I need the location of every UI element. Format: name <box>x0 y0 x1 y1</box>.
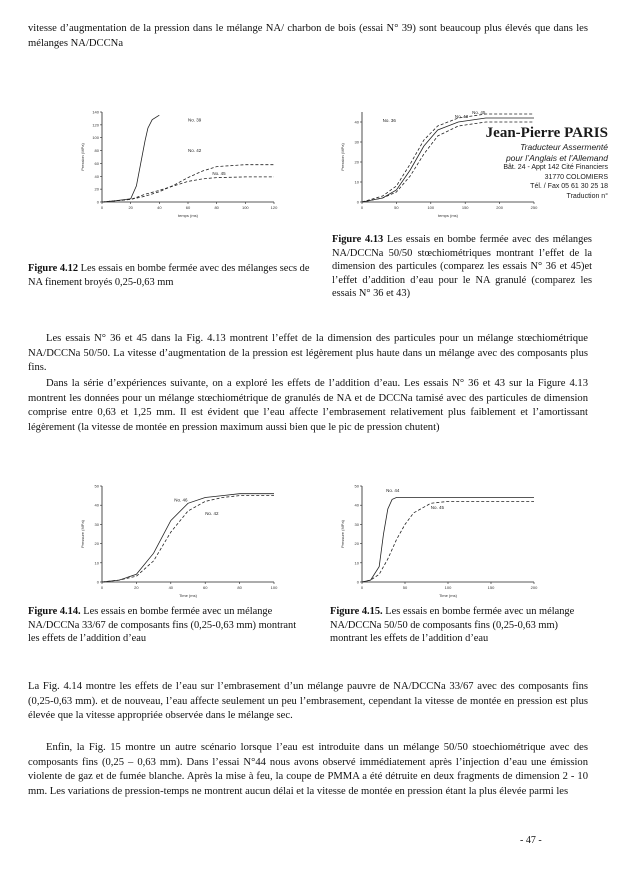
x-tick-label: 150 <box>487 585 495 590</box>
y-tick-label: 0 <box>356 579 359 585</box>
y-tick-label: 20 <box>354 159 359 165</box>
y-tick-label: 10 <box>354 560 359 566</box>
x-tick-label: 0 <box>360 205 364 210</box>
stamp-line-4: 31770 COLOMIERS <box>544 173 608 181</box>
stamp-line-3: Bât. 24 - Appt 142 Cité Financiers <box>503 164 608 171</box>
x-tick-label: 50 <box>402 585 408 590</box>
stamp-line-6: Traduction n° <box>566 192 608 200</box>
figure-4-14-caption <box>28 605 310 646</box>
series-line <box>102 177 274 202</box>
y-tick-label: 40 <box>94 502 99 508</box>
x-tick-label: 80 <box>214 205 219 210</box>
body-paragraph-3: La Fig. 4.14 montre les effets de l’eau sur l’embrasement d’un mélange pauvre de NA/DCCNa 33/67 avec des composants fins (0,25-0,63 mm). et de nouveau, l’eau affecte seulement un peu l’embrasement, cependant la vitesse de montée en pression est plus élevée que la vitesse appropriée observée dans le mélange sec. <box>28 681 588 722</box>
y-axis-label: Pression (MPa) <box>80 143 85 171</box>
x-axis-label: temps (ms) <box>438 213 458 218</box>
figure-4-13-label: Figure 4.13 <box>332 234 384 245</box>
figure-4-14-chart <box>76 478 286 600</box>
x-axis-label: temps (ms) <box>178 213 198 218</box>
body-paragraph-4: Enfin, la Fig. 15 montre un autre scénario lorsque l’eau est introduite dans un mélange 50/50 stoechiométrique avec des composants fins (0,25 – 0,63 mm). Dans l’essai N°44 nous avons observé immédiatement après l’injection d’eau une émission violente de gaz et de fumée blanche. Après la mise à feu, la coupe de PMMA a été détruite en deux fragments de dimension 2 - 10 mm. Les variations de pression-temps ne montrent aucun délai et la vitesse de montée en pression étant la plus élevée parmi les <box>28 742 588 797</box>
y-tick-label: 40 <box>354 119 359 125</box>
x-tick-label: 20 <box>128 205 133 210</box>
y-tick-label: 100 <box>92 135 99 141</box>
x-tick-label: 100 <box>427 205 435 210</box>
y-tick-label: 120 <box>92 122 99 128</box>
figure-4-12-caption <box>28 262 320 289</box>
series-label: No. 45 <box>430 505 445 511</box>
figure-4-12-text: Les essais en bombe fermée avec des mélanges secs de NA finement broyés 0,25-0,63 mm <box>28 263 310 288</box>
y-axis-label: Pression (MPa) <box>340 143 345 171</box>
intro-paragraph: vitesse d’augmentation de la pression dans le mélange NA/ charbon de bois (essai N° 39) sont beaucoup plus élevés que dans les mélanges NA/DCCNa <box>28 23 588 49</box>
figure-4-15-chart <box>336 478 546 600</box>
series-line <box>102 165 274 202</box>
series-line <box>102 115 159 202</box>
series-line <box>102 494 274 582</box>
x-tick-label: 100 <box>270 585 278 590</box>
x-tick-label: 0 <box>100 205 104 210</box>
series-label: No. 42 <box>188 147 202 153</box>
y-tick-label: 50 <box>354 483 359 489</box>
figure-4-13-caption <box>332 233 592 301</box>
figure-4-15-caption <box>330 605 592 646</box>
x-tick-label: 150 <box>461 205 469 210</box>
y-axis-label: Pressure (MPa) <box>80 519 85 549</box>
x-tick-label: 0 <box>100 585 104 590</box>
figure-4-15-text: Les essais en bombe fermée avec un mélange NA/DCCNa 50/50 de composants fins (0,25-0,63 mm) montrant les effets de l’addition d’eau <box>330 606 575 645</box>
y-tick-label: 20 <box>94 541 99 547</box>
series-line <box>362 498 534 583</box>
series-label: No. 45 <box>472 110 486 115</box>
figure-4-15-label: Figure 4.15. <box>330 606 383 617</box>
figure-4-12-svg <box>76 104 286 220</box>
y-tick-label: 30 <box>354 139 359 145</box>
x-tick-label: 60 <box>202 585 208 590</box>
y-tick-label: 0 <box>96 579 99 585</box>
x-tick-label: 200 <box>530 585 538 590</box>
x-tick-label: 40 <box>157 205 162 210</box>
y-tick-label: 0 <box>356 199 359 205</box>
x-tick-label: 100 <box>241 205 249 210</box>
series-label: No. 36 <box>382 118 396 123</box>
x-tick-label: 50 <box>394 205 399 210</box>
x-tick-label: 250 <box>530 205 538 210</box>
y-tick-label: 0 <box>96 199 99 205</box>
y-tick-label: 50 <box>94 483 99 489</box>
y-tick-label: 10 <box>94 560 99 566</box>
y-tick-label: 30 <box>94 521 99 527</box>
figure-4-13-text: Les essais en bombe fermée avec des mélanges NA/DCCNa 50/50 stœchiométriques montrant l’effet de la dimension des particules (comparez les essais N° 36 et 45)et l’effet d’addition d’eau pour le NA granulé (comparez les essais N° 36 et 43) <box>332 234 592 300</box>
x-axis-label: Time (ms) <box>439 593 457 598</box>
series-label: No. 39 <box>188 117 202 123</box>
y-tick-label: 40 <box>94 173 99 179</box>
figure-4-14-text: Les essais en bombe fermée avec un mélange NA/DCCNa 33/67 de composants fins (0,25-0,63 mm) montrant les effets de l’addition d’eau <box>28 606 297 645</box>
stamp-line-2: pour l’Anglais et l’Allemand <box>505 152 608 163</box>
y-tick-label: 80 <box>94 148 99 154</box>
x-tick-label: 120 <box>270 205 278 210</box>
y-tick-label: 40 <box>354 502 359 508</box>
x-tick-label: 200 <box>496 205 503 210</box>
figure-4-14-label: Figure 4.14. <box>28 606 81 617</box>
stamp-line-1: Traducteur Assermenté <box>520 142 608 152</box>
series-label: No. 43 <box>454 114 469 119</box>
y-tick-label: 30 <box>354 521 359 527</box>
y-tick-label: 60 <box>94 160 99 166</box>
page-number: - 47 - <box>520 835 542 846</box>
x-tick-label: 40 <box>168 585 174 590</box>
y-tick-label: 20 <box>94 186 99 192</box>
stamp-name: Jean-Pierre PARIS <box>485 125 608 141</box>
figure-4-15-svg <box>336 478 546 600</box>
series-line <box>102 496 274 582</box>
figure-4-12-label: Figure 4.12 <box>28 263 79 274</box>
figure-4-12-chart <box>76 104 286 220</box>
series-label: No. 42 <box>205 510 219 516</box>
x-tick-label: 20 <box>134 585 139 590</box>
x-tick-label: 80 <box>237 585 242 590</box>
translator-stamp <box>424 124 608 220</box>
x-tick-label: 100 <box>444 585 452 590</box>
y-axis-label: Pressure (MPa) <box>340 519 345 549</box>
series-label: No. 46 <box>174 497 188 503</box>
y-tick-label: 140 <box>92 109 99 115</box>
body-paragraph-2: Dans la série d’expériences suivante, on a exploré les effets de l’addition d’eau. Les essais N° 36 et 43 sur la Figure 4.13 montrent les données pour un mélange stœchiométrique de granulés de NA et de DCCNa tamisé avec des particules de dimension comprise entre 0,63 et 1,25 mm. Il est évident que l’eau affecte l’embrasement relativement plus faiblement et l’amortissant légèrement (la vitesse de montée en pression maximum aussi bien que le pic de pression chutent) <box>28 378 588 433</box>
series-line <box>362 501 534 582</box>
y-tick-label: 10 <box>354 179 359 185</box>
x-axis-label: Time (ms) <box>179 593 197 598</box>
stamp-line-5: Tél. / Fax 05 61 30 25 18 <box>530 183 608 190</box>
x-tick-label: 60 <box>185 205 191 210</box>
body-paragraph-1: Les essais N° 36 et 45 dans la Fig. 4.13 montrent l’effet de la dimension des particules pour un mélange stœchiométrique NA/DCCNa 50/50. La vitesse d’augmentation de la pression est légèrement plus haute dans un mélange avec des composants plus fins. <box>28 333 588 374</box>
x-tick-label: 0 <box>360 585 364 590</box>
series-label: No. 45 <box>212 171 226 176</box>
series-label: No. 44 <box>386 487 400 493</box>
y-tick-label: 20 <box>354 541 359 547</box>
figure-4-14-svg <box>76 478 286 600</box>
